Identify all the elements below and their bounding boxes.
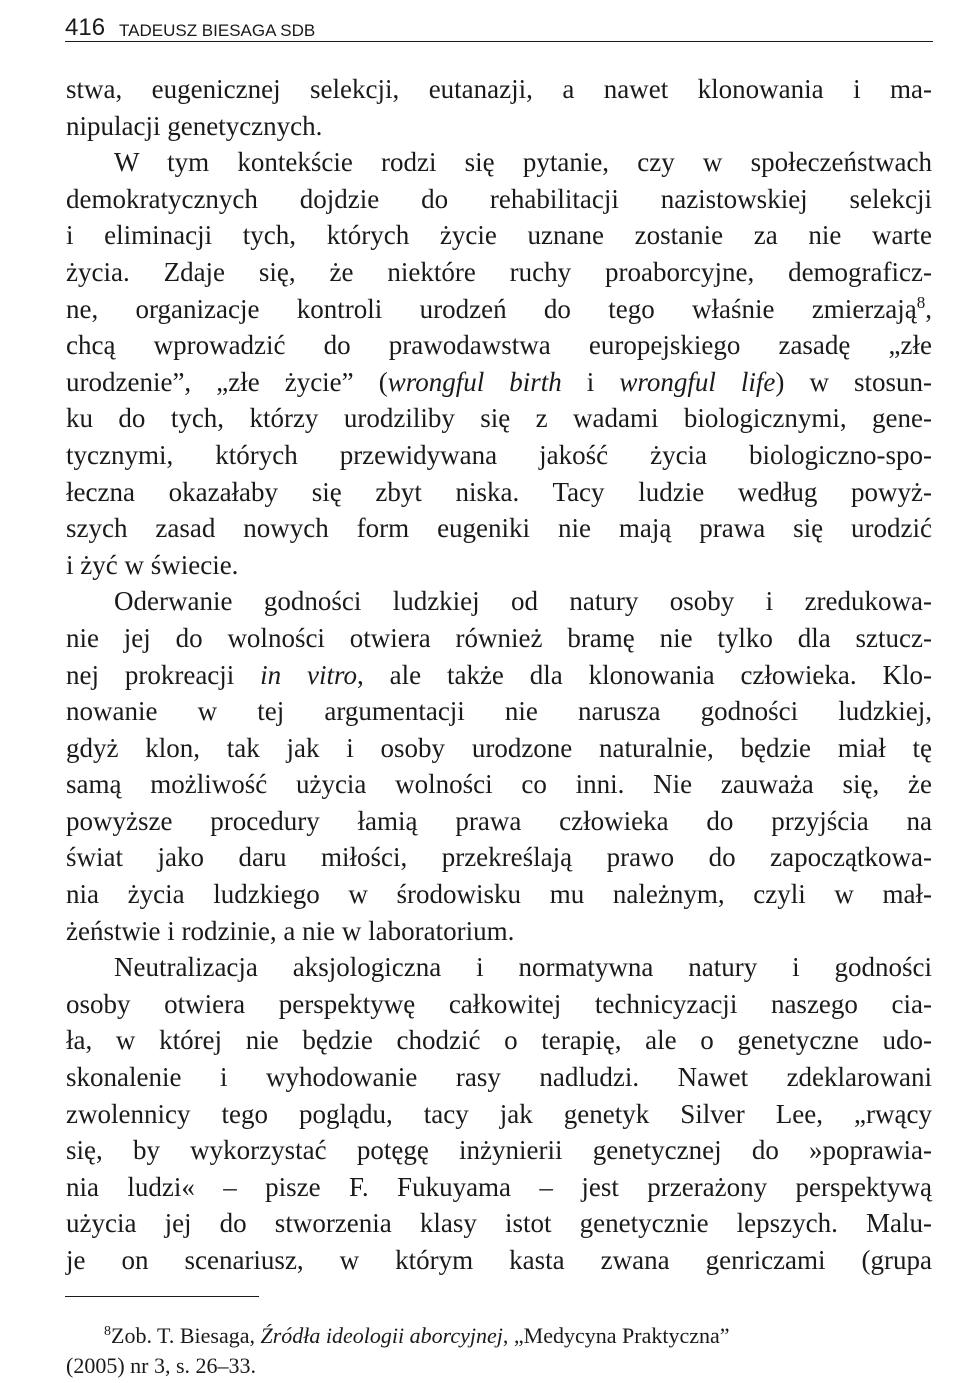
- text-line: użycia jej do stworzenia klasy istot genetycznie lepszych. Malu-: [66, 1208, 932, 1239]
- text-line: demokratycznych dojdzie do rehabilitacji nazistowskiej selekcji: [66, 183, 932, 214]
- paragraph-start-line: W tym kontekście rodzi się pytanie, czy w społeczeństwach: [114, 147, 932, 178]
- text-line: się, by wykorzystać potęgę inżynierii genetycznej do »poprawia-: [66, 1135, 932, 1166]
- text-line: skonalenie i wyhodowanie rasy nadludzi. Nawet zdeklarowani: [66, 1062, 932, 1093]
- text-run: urodzenie”, „złe życie” (: [66, 366, 388, 397]
- text-line: ła, w której nie będzie chodzić o terapię, ale o genetyczne udo-: [66, 1025, 932, 1056]
- paragraph-start-line: Oderwanie godności ludzkiej od natury osoby i zredukowa-: [114, 586, 932, 617]
- text-line: [66, 364, 932, 401]
- italic-title: Źródła ideologii aborcyjnej: [260, 1323, 503, 1348]
- text-line: gdyż klon, tak jak i osoby urodzone naturalnie, będzie miał tę: [66, 732, 932, 763]
- text-line: i żyć w świecie.: [66, 549, 239, 580]
- text-run: ) w stosun-: [775, 366, 933, 397]
- italic-term: in vitro: [260, 659, 358, 690]
- text-line: żeństwie i rodzinie, a nie w laboratorium.: [66, 915, 515, 946]
- text-line: tycznymi, których przewidywana jakość życia biologiczno-spo-: [66, 439, 932, 470]
- text-run: i: [561, 366, 620, 397]
- page-number: 416: [65, 14, 106, 41]
- text-line: [66, 657, 932, 694]
- text-line: ku do tych, którzy urodziliby się z wadami biologicznymi, gene-: [66, 403, 932, 434]
- italic-term: wrongful life: [619, 366, 776, 397]
- text-line: życia. Zdaje się, że niektóre ruchy proaborcyjne, demograficz-: [66, 256, 932, 287]
- text-line: stwa, eugenicznej selekcji, eutanazji, a nawet klonowania i ma-: [66, 74, 932, 104]
- text-line: szych zasad nowych form eugeniki nie mają prawa się urodzić: [66, 513, 932, 544]
- footnote: [66, 1321, 932, 1381]
- text-line: i eliminacji tych, których życie uznane zostanie za nie warte: [66, 220, 932, 251]
- text-line: je on scenariusz, w którym kasta zwana genriczami (grupa: [66, 1245, 932, 1275]
- text-run: Zob. T. Biesaga,: [111, 1323, 261, 1348]
- text-run: nej prokreacji: [66, 659, 261, 690]
- text-line: nia ludzi« – pisze F. Fukuyama – jest przerażony perspektywą: [66, 1171, 932, 1202]
- running-head: TADEUSZ BIESAGA SDB: [119, 21, 316, 40]
- text-line: nia życia ludzkiego w środowisku mu należnym, czyli w mał-: [66, 879, 932, 910]
- body-text: [66, 71, 932, 1279]
- text-line: nie jej do wolności otwiera również bramę nie tylko dla sztucz-: [66, 622, 932, 653]
- footnote-rule: [65, 1296, 259, 1297]
- text-run: , ale także dla klonowania człowieka. Klo-: [357, 659, 932, 690]
- italic-term: wrongful birth: [387, 366, 562, 397]
- text-run: ne, organizacje kontroli urodzeń do tego właśnie zmierzają: [66, 293, 917, 324]
- footnote-line: [66, 1321, 932, 1351]
- text-line: powyższe procedury łamią prawa człowieka do przyjścia na: [66, 805, 932, 836]
- text-line: nowanie w tej argumentacji nie narusza godności ludzkiej,: [66, 696, 932, 727]
- page-header: [65, 12, 930, 42]
- footnote-reference: 8: [916, 292, 926, 312]
- text-line: samą możliwość użycia wolności co inni. Nie zauważa się, że: [66, 769, 932, 800]
- paragraph-start-line: Neutralizacja aksjologiczna i normatywna natury i godności: [114, 952, 932, 983]
- header-rule: [65, 41, 933, 42]
- text-line: łeczna okazałaby się zbyt niska. Tacy ludzie według powyż-: [66, 476, 932, 507]
- text-line: [66, 291, 932, 328]
- text-line: zwolennicy tego poglądu, tacy jak genetyk Silver Lee, „rwący: [66, 1098, 932, 1129]
- text-line: świat jako daru miłości, przekreślają prawo do zapoczątkowa-: [66, 842, 932, 873]
- text-line: nipulacji genetycznych.: [66, 110, 323, 141]
- text-run: , „Medycyna Praktyczna”: [502, 1323, 730, 1348]
- footnote-mark: 8: [104, 1324, 111, 1339]
- text-line: osoby otwiera perspektywę całkowitej technicyzacji naszego cia-: [66, 988, 932, 1019]
- text-line: chcą wprowadzić do prawodawstwa europejskiego zasadę „złe: [66, 330, 932, 361]
- text-run: ,: [925, 293, 932, 324]
- footnote-line: (2005) nr 3, s. 26–33.: [66, 1353, 257, 1378]
